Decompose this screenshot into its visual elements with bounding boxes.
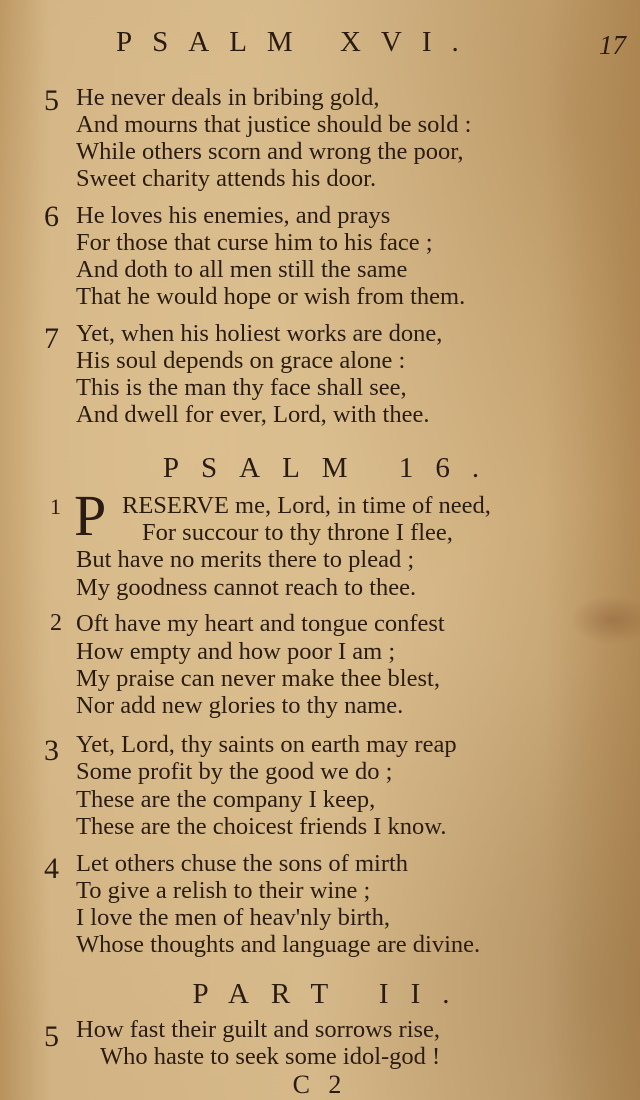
verse-line: That he would hope or wish from them. bbox=[76, 283, 466, 310]
verse-line: These are the choicest friends I know. bbox=[76, 813, 447, 840]
verse-line: These are the company I keep, bbox=[76, 786, 376, 813]
running-title: PSALM XVI. bbox=[116, 26, 479, 58]
signature-mark: C 2 bbox=[292, 1070, 348, 1099]
verse-line: And doth to all men still the same bbox=[76, 256, 408, 283]
verse-line: How fast their guilt and sorrows rise, bbox=[76, 1016, 441, 1043]
verse-line: Who haste to seek some idol-god ! bbox=[100, 1043, 441, 1070]
page-number: 17 bbox=[599, 30, 626, 60]
verse-line: But have no merits there to plead ; bbox=[76, 546, 415, 573]
verse-line: He loves his enemies, and prays bbox=[76, 202, 391, 229]
verse-line: For those that curse him to his face ; bbox=[76, 229, 433, 256]
verse-line: Nor add new glories to thy name. bbox=[76, 692, 404, 719]
verse-line: Whose thoughts and language are divine. bbox=[76, 931, 481, 958]
verse-line: This is the man thy face shall see, bbox=[76, 374, 407, 401]
verse-line: Yet, when his holiest works are done, bbox=[76, 320, 443, 347]
verse-line: Yet, Lord, thy saints on earth may reap bbox=[76, 731, 457, 758]
verse-line: For succour to thy throne I flee, bbox=[142, 519, 453, 546]
verse-line: Oft have my heart and tongue confest bbox=[76, 610, 445, 637]
drop-cap: P bbox=[74, 483, 107, 548]
verse-number: 5 bbox=[44, 1020, 59, 1053]
verse-line: While others scorn and wrong the poor, bbox=[76, 138, 464, 165]
part-ii-heading: PART II. bbox=[192, 978, 472, 1010]
verse-number: 3 bbox=[44, 734, 59, 767]
verse-number: 5 bbox=[44, 84, 59, 117]
verse-line: His soul depends on grace alone : bbox=[76, 347, 406, 374]
verse-line: Let others chuse the sons of mirth bbox=[76, 850, 409, 877]
verse-line: To give a relish to their wine ; bbox=[76, 877, 371, 904]
verse-number: 6 bbox=[44, 200, 59, 233]
paper-stain bbox=[570, 595, 640, 645]
verse-number: 1 bbox=[50, 494, 61, 519]
verse-number: 4 bbox=[44, 852, 59, 885]
verse-line: And mourns that justice should be sold : bbox=[76, 111, 472, 138]
verse-line: He never deals in bribing gold, bbox=[76, 84, 380, 111]
verse-line: I love the men of heav'nly birth, bbox=[76, 904, 390, 931]
verse-line: Some profit by the good we do ; bbox=[76, 758, 393, 785]
verse-line: My praise can never make thee blest, bbox=[76, 665, 440, 692]
verse-line: RESERVE me, Lord, in time of need, bbox=[122, 492, 491, 519]
verse-line: And dwell for ever, Lord, with thee. bbox=[76, 401, 430, 428]
verse-line: My goodness cannot reach to thee. bbox=[76, 574, 417, 601]
verse-line: Sweet charity attends his door. bbox=[76, 165, 377, 192]
verse-number: 2 bbox=[50, 610, 62, 636]
psalm-16-heading: PSALM 16. bbox=[162, 452, 502, 484]
verse-line: How empty and how poor I am ; bbox=[76, 638, 396, 665]
page-header bbox=[60, 26, 626, 66]
verse-number: 7 bbox=[44, 322, 59, 355]
